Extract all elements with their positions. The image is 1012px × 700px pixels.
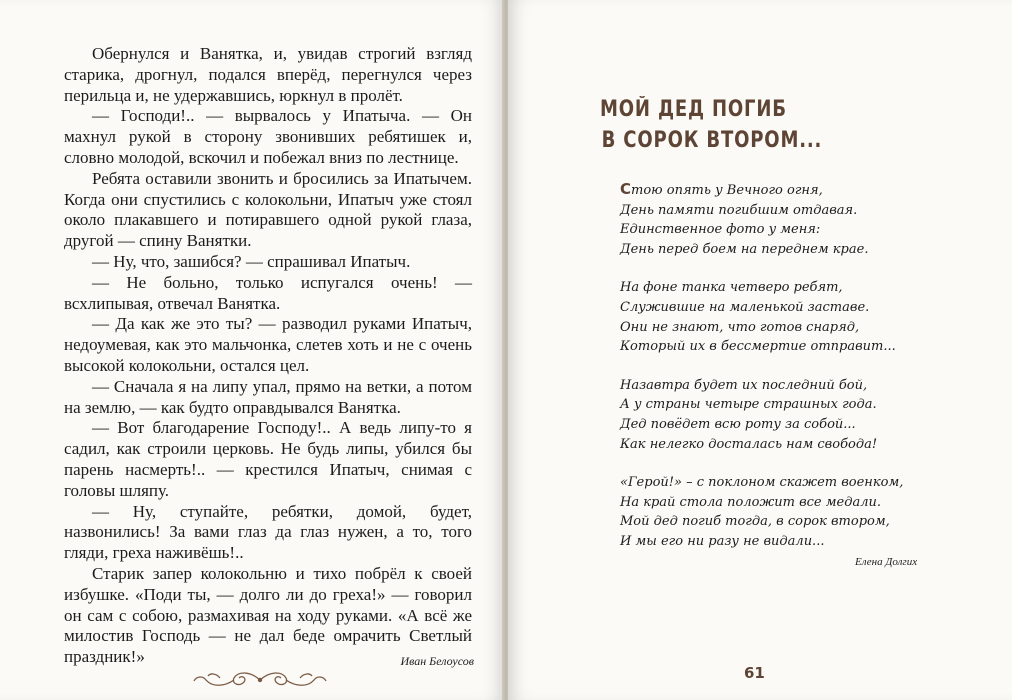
poem-line: На фоне танка четверо ребят, [620, 280, 843, 296]
stanza [620, 278, 950, 356]
poem-line: Мой дед погиб тогда, в сорок втором, [620, 514, 890, 530]
poem-line: День перед боем на переднем крае. [620, 241, 869, 257]
poem-line: И мы его ни разу не видали... [620, 533, 825, 549]
poem-line: День памяти погибшим отдавая. [620, 202, 858, 218]
poem-title [600, 94, 823, 156]
paragraph: — Господи!.. — вырвалось у Ипатыча. — Он махнул рукой в сторону звонивших ребятишек и, словно молодой, вскочил и побежал вниз по лестнице. [64, 106, 472, 167]
poem-line: Служившие на маленькой заставе. [620, 299, 870, 315]
poem-line [620, 180, 950, 201]
poem-title-line: МОЙ ДЕД ПОГИБ [600, 97, 787, 122]
paragraph: — Ну, что, зашибся? — спрашивал Ипатыч. [92, 251, 411, 271]
poem-line: Дед повёдет всю роту за собой... [620, 416, 856, 432]
poem-line-text: тою опять у Вечного огня, [631, 183, 823, 198]
floral-ornament-icon [190, 669, 330, 691]
poem-line: Который их в бессмертие отправит... [620, 339, 896, 355]
paragraph: Ребята оставили звонить и бросились за Ипатычем. Когда они спустились с колокольни, Ипатыч уже стоял около плакавшего и потиравшего одной рукой глаза, другой — спину Ванятки. [64, 168, 472, 251]
left-page [0, 0, 504, 700]
poem-line: Как нелегко досталась нам свобода! [620, 436, 878, 452]
paragraph: — Не больно, только испугался очень! — всхлипывая, отвечал Ванятка. [64, 272, 472, 313]
stanza [620, 180, 950, 259]
stanza [620, 376, 950, 454]
paragraph: — Да как же это ты? — разводил руками Ипатыч, недоумевая, как это мальчонка, слетев хоть и не с очень высокой колокольни, остался цел. [64, 314, 472, 375]
story-author: Иван Белоусов [400, 654, 474, 668]
paragraph: — Вот благодарение Господу!.. А ведь липу-то я садил, как строили церковь. Не будь липы, убился бы парень насмерть!.. — крестился Ипатыч, снимая с головы шляпу. [64, 418, 472, 500]
paragraph: — Сначала я на липу упал, прямо на ветки, а потом на землю, — как будто оправдывался Ванятка. [64, 376, 472, 417]
poem-title-line: В СОРОК ВТОРОМ... [601, 128, 823, 153]
poem-line: Единственное фото у меня: [620, 222, 821, 238]
poem-line: На край стола положит все медали. [620, 494, 881, 510]
poem-author: Елена Долгих [855, 556, 918, 568]
poem-line: «Герой!» – с поклоном скажет военком, [620, 475, 904, 491]
paragraph: Обернулся и Ванятка, и, увидав строгий взгляд старика, дрогнул, подался вперёд, перегнулся через перильца и, не удержавшись, юркнул в пролёт. [64, 44, 472, 105]
poem-line: Назавтра будет их последний бой, [620, 377, 868, 393]
page-number: 61 [744, 664, 765, 682]
drop-cap: С [620, 180, 632, 198]
poem-text [620, 180, 950, 571]
paragraph: Старик запер колокольню и тихо побрёл к своей избушке. «Поди ты, — долго ли до греха!» — говорил он сам с собою, размахивая на ходу руками. «А всё же милостив Господь — не дал беде омрачить Светлый праздник!» [64, 563, 472, 667]
poem-line: А у страны четыре страшных года. [620, 397, 877, 413]
paragraph: — Ну, ступайте, ребятки, домой, будет, назвонились! За вами глаз да глаз нужен, а то, того гляди, греха наживёшь!.. [64, 501, 472, 563]
story-text [64, 44, 472, 668]
stanza [620, 473, 950, 551]
poem-line: Они не знают, что готов снаряд, [620, 319, 860, 335]
